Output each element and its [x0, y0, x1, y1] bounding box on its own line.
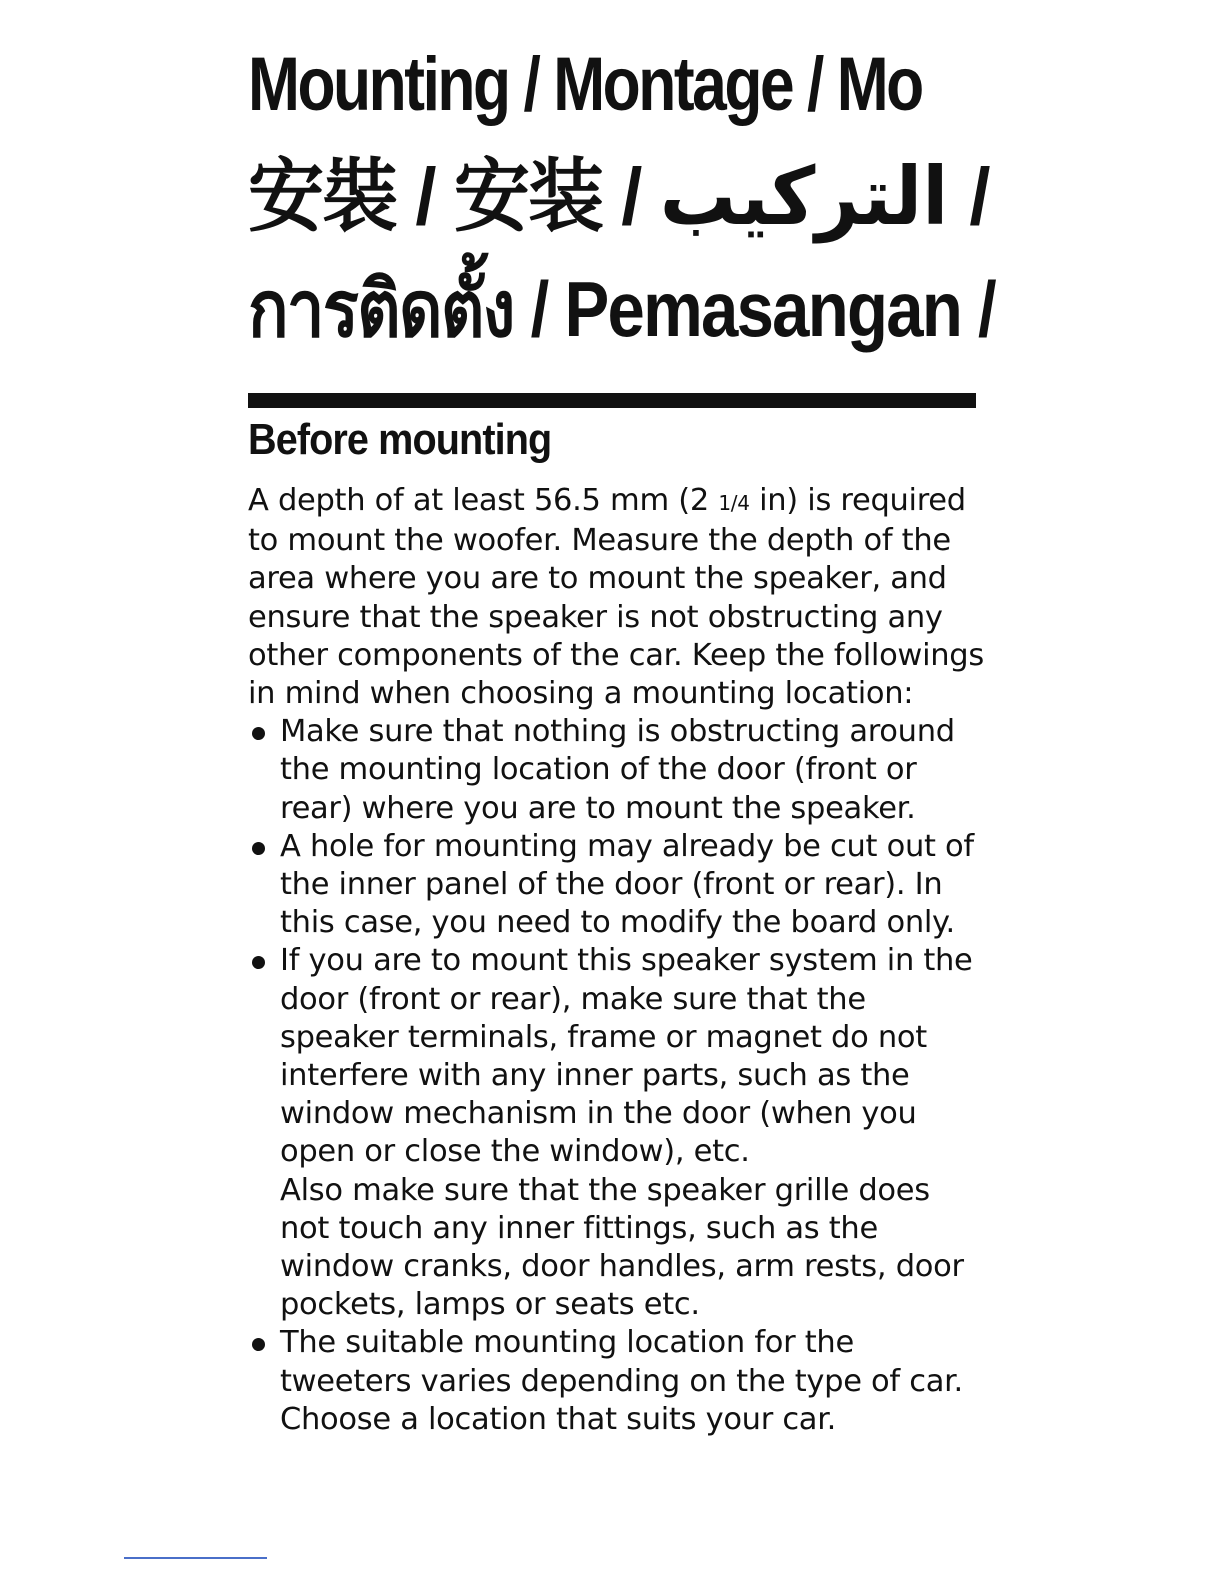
- list-item: [248, 1324, 988, 1439]
- bullet-icon: [252, 842, 265, 855]
- intro-fraction: 1/4: [718, 491, 750, 515]
- list-item-text: A hole for mounting may already be cut out of the inner panel of the door (front or rear). In this case, you need to modify the board only.: [280, 828, 974, 941]
- list-item: [248, 713, 988, 828]
- bullet-icon: [252, 727, 265, 740]
- title-line-cjk-arabic: 安裝 / 安装 / التركيب /: [248, 152, 991, 241]
- list-item-text: Make sure that nothing is obstructing around the mounting location of the door (front or rear) where you are to mount the speaker.: [280, 714, 955, 826]
- section-divider: [248, 393, 976, 408]
- list-item: [248, 942, 988, 1324]
- list-item: [248, 828, 988, 943]
- intro-text-end: in) is required to mount the woofer. Measure the depth of the area where you are to mount the speaker, and ensure that the speaker is not obstructing any other components of the car. Keep the followings in mind when choosing a mounting location:: [248, 483, 984, 712]
- list-item-text-continued: Also make sure that the speaker grille does not touch any inner fittings, such as the window cranks, door handles, arm rests, door pockets, lamps or seats etc.: [280, 1172, 964, 1323]
- title-line-latin: Mounting / Montage / Mo: [248, 42, 922, 127]
- intro-text-start: A depth of at least 56.5 mm (2: [248, 483, 719, 518]
- section-heading: Before mounting: [248, 415, 552, 464]
- title-line-thai-indonesian: การติดตั้ง / Pemasangan /: [248, 265, 995, 353]
- list-item-text: If you are to mount this speaker system in the door (front or rear), make sure that the speaker terminals, frame or magnet do not interfere with any inner parts, such as the window mechanism in the door (when you open or close the window), etc.: [280, 943, 973, 1170]
- footer-underline: [124, 1557, 267, 1559]
- bullet-icon: [252, 956, 265, 969]
- list-item-text: The suitable mounting location for the tweeters varies depending on the type of car. Choose a location that suits your car.: [280, 1325, 963, 1437]
- intro-paragraph: [248, 482, 988, 713]
- multilingual-title: [248, 38, 1000, 374]
- bullet-list: [248, 713, 988, 1439]
- bullet-icon: [252, 1338, 265, 1351]
- section-body: [248, 482, 988, 1439]
